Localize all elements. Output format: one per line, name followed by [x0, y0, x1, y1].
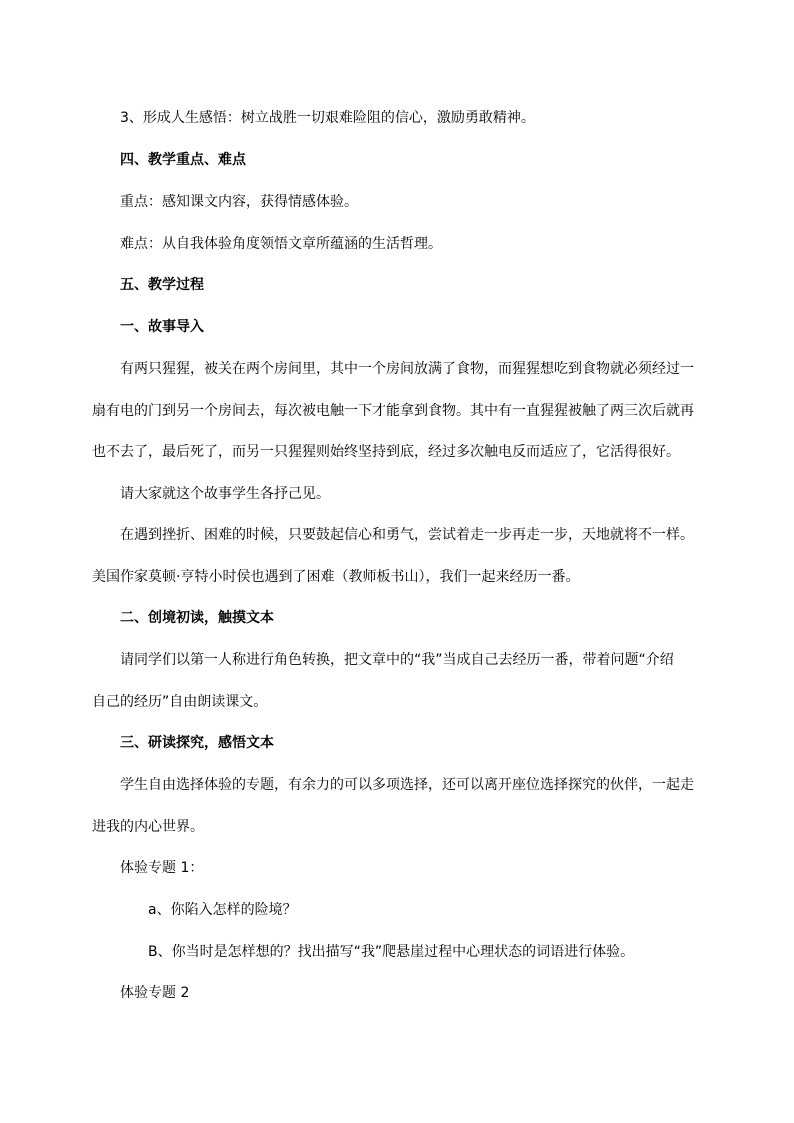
- step-2-heading: 二、创境初读，触摸文本: [120, 610, 274, 626]
- prompt-opinion: 请大家就这个故事学生各抒己见。: [120, 486, 330, 502]
- topic-1-question-b: B、你当时是怎样想的？找出描写“我”爬悬崖过程中心理状态的词语进行体验。: [148, 944, 635, 960]
- story-line-3: 也不去了，最后死了，而另一只猩猩则始终坚持到底，经过多次触电反而适应了，它活得很好。: [92, 444, 680, 460]
- reading-line-1: 请同学们以第一人称进行角色转换，把文章中的“我”当成自己去经历一番，带着问题“介绍: [120, 652, 674, 668]
- section-5-heading: 五、教学过程: [120, 277, 204, 293]
- topic-2-label: 体验专题 2: [120, 985, 190, 1001]
- encourage-line-2: 美国作家莫顿·亨特小时侯也遇到了困难（教师板书山），我们一起来经历一番。: [92, 569, 580, 585]
- reading-line-2: 自己的经历”自由朗读课文。: [92, 694, 268, 710]
- step-1-heading: 一、故事导入: [120, 319, 204, 335]
- topic-1-question-a: a、你陷入怎样的险境？: [148, 902, 297, 918]
- objective-3: 3、形成人生感悟：树立战胜一切艰难险阻的信心，激励勇敢精神。: [120, 110, 535, 126]
- story-line-2: 扇有电的门到另一个房间去，每次被电触一下才能拿到食物。其中有一直猩猩被触了两三次后就再: [92, 403, 694, 419]
- section-4-heading: 四、教学重点、难点: [120, 152, 246, 168]
- encourage-line-1: 在遇到挫折、困难的时候，只要鼓起信心和勇气，尝试着走一步再走一步，天地就将不一样。: [120, 527, 694, 543]
- explore-line-2: 进我的内心世界。: [92, 819, 204, 835]
- step-3-heading: 三、研读探究，感悟文本: [120, 735, 274, 751]
- key-point: 重点：感知课文内容，获得情感体验。: [120, 194, 358, 210]
- topic-1-label: 体验专题 1：: [120, 860, 204, 876]
- explore-line-1: 学生自由选择体验的专题，有余力的可以多项选择，还可以离开座位选择探究的伙伴，一起走: [120, 777, 694, 793]
- difficult-point: 难点：从自我体验角度领悟文章所蕴涵的生活哲理。: [120, 236, 442, 252]
- story-line-1: 有两只猩猩，被关在两个房间里，其中一个房间放满了食物，而猩猩想吃到食物就必须经过一: [120, 361, 694, 377]
